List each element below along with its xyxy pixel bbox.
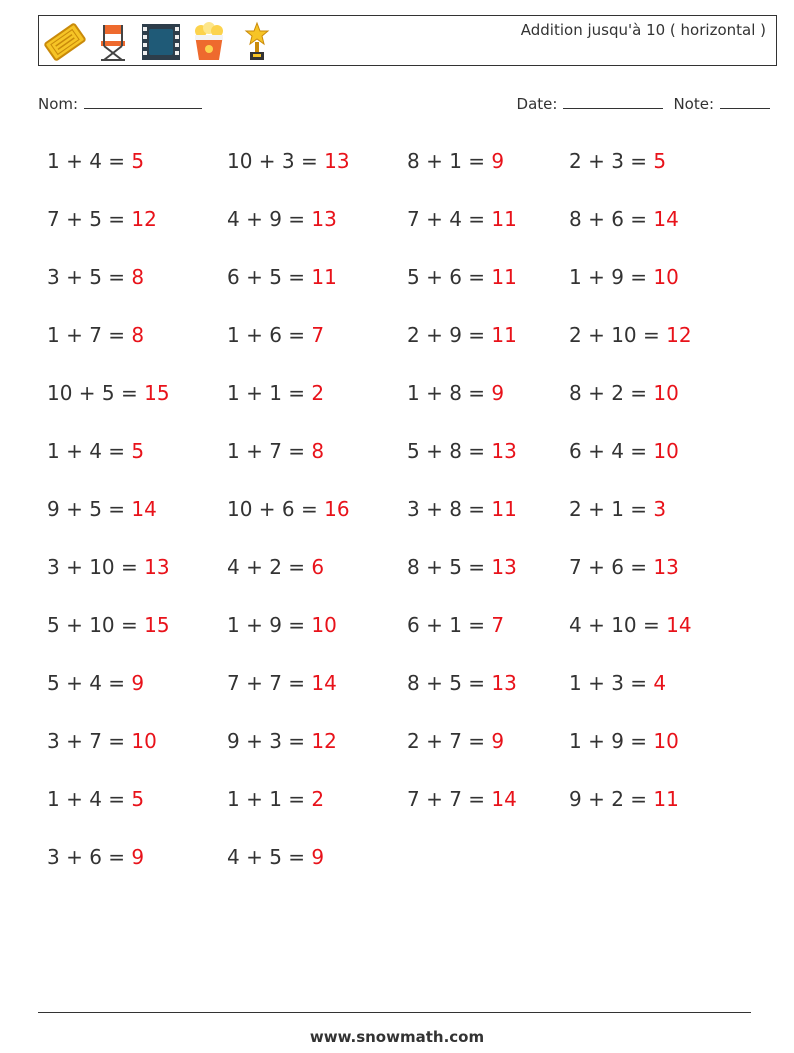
date-label: Date: xyxy=(516,95,558,113)
problem-item xyxy=(47,319,227,377)
problem-answer: 13 xyxy=(491,439,517,463)
problem-item xyxy=(569,435,767,493)
problem-expression: 5 + 6 = xyxy=(407,265,492,289)
problem-item xyxy=(227,319,407,377)
problem-expression: 1 + 7 = xyxy=(47,323,132,347)
problem-item xyxy=(569,609,767,667)
problem-item xyxy=(47,841,227,899)
problem-answer: 13 xyxy=(311,207,337,231)
problem-answer: 14 xyxy=(311,671,337,695)
problem-item xyxy=(47,261,227,319)
problem-expression: 1 + 1 = xyxy=(227,787,312,811)
footer-divider xyxy=(38,1012,751,1013)
problem-answer: 14 xyxy=(491,787,517,811)
problem-item xyxy=(407,609,569,667)
problem-answer: 10 xyxy=(653,265,679,289)
problem-item xyxy=(407,145,569,203)
note-label: Note: xyxy=(673,95,714,113)
problem-item xyxy=(407,377,569,435)
problem-answer: 11 xyxy=(491,323,517,347)
problem-expression: 3 + 7 = xyxy=(47,729,132,753)
problem-expression: 4 + 2 = xyxy=(227,555,312,579)
problem-expression: 6 + 5 = xyxy=(227,265,312,289)
problem-answer: 9 xyxy=(491,149,505,173)
problem-item xyxy=(47,725,227,783)
problem-answer: 11 xyxy=(491,265,517,289)
problem-expression: 4 + 5 = xyxy=(227,845,312,869)
problem-item xyxy=(569,145,767,203)
date-note-fields xyxy=(517,94,770,113)
problem-item xyxy=(47,667,227,725)
problem-answer: 13 xyxy=(144,555,170,579)
problem-item xyxy=(407,493,569,551)
problem-expression: 1 + 4 = xyxy=(47,149,132,173)
problem-answer: 7 xyxy=(491,613,505,637)
name-blank-line[interactable] xyxy=(84,94,202,109)
problem-item xyxy=(227,377,407,435)
problem-expression: 9 + 2 = xyxy=(569,787,654,811)
problem-answer: 9 xyxy=(491,381,505,405)
popcorn-icon xyxy=(187,20,231,64)
problem-item xyxy=(227,841,407,899)
problem-expression: 1 + 8 = xyxy=(407,381,492,405)
problem-answer: 4 xyxy=(653,671,667,695)
problem-item xyxy=(569,667,767,725)
problem-expression: 1 + 4 = xyxy=(47,787,132,811)
problem-answer: 14 xyxy=(131,497,157,521)
worksheet-header xyxy=(38,15,777,66)
problem-item xyxy=(569,203,767,261)
problem-item xyxy=(569,319,767,377)
problem-item xyxy=(227,667,407,725)
problem-answer: 11 xyxy=(491,207,517,231)
problem-item xyxy=(407,261,569,319)
problem-answer: 12 xyxy=(131,207,157,231)
problem-answer: 9 xyxy=(311,845,325,869)
problem-item xyxy=(227,609,407,667)
problem-item xyxy=(47,783,227,841)
problem-expression: 1 + 1 = xyxy=(227,381,312,405)
problem-item xyxy=(407,203,569,261)
problem-expression: 5 + 10 = xyxy=(47,613,145,637)
problem-expression: 1 + 7 = xyxy=(227,439,312,463)
problem-item xyxy=(407,551,569,609)
problem-answer: 10 xyxy=(131,729,157,753)
problem-expression: 7 + 6 = xyxy=(569,555,654,579)
problem-answer: 8 xyxy=(131,323,145,347)
problem-item xyxy=(407,319,569,377)
problem-answer: 3 xyxy=(653,497,667,521)
problem-item xyxy=(569,551,767,609)
cinema-ticket-icon xyxy=(43,20,87,64)
problem-expression: 10 + 5 = xyxy=(47,381,145,405)
director-chair-icon xyxy=(91,20,135,64)
problem-expression: 4 + 9 = xyxy=(227,207,312,231)
problem-answer: 10 xyxy=(653,439,679,463)
note-blank-line[interactable] xyxy=(720,94,770,109)
problem-expression: 5 + 4 = xyxy=(47,671,132,695)
problem-answer: 8 xyxy=(311,439,325,463)
problem-answer: 6 xyxy=(311,555,325,579)
problem-item xyxy=(47,203,227,261)
problem-item xyxy=(47,377,227,435)
problem-expression: 1 + 4 = xyxy=(47,439,132,463)
problem-answer: 11 xyxy=(653,787,679,811)
problem-answer: 14 xyxy=(666,613,692,637)
problem-answer: 5 xyxy=(653,149,667,173)
problem-answer: 13 xyxy=(324,149,350,173)
problem-item xyxy=(47,435,227,493)
problem-answer: 11 xyxy=(311,265,337,289)
problem-expression: 10 + 6 = xyxy=(227,497,325,521)
problem-expression: 3 + 5 = xyxy=(47,265,132,289)
problem-answer: 14 xyxy=(653,207,679,231)
problem-answer: 11 xyxy=(491,497,517,521)
problem-expression: 3 + 6 = xyxy=(47,845,132,869)
problem-expression: 3 + 8 = xyxy=(407,497,492,521)
problem-item xyxy=(227,493,407,551)
problem-item xyxy=(47,609,227,667)
problem-answer: 15 xyxy=(144,381,170,405)
problem-expression: 1 + 9 = xyxy=(569,265,654,289)
name-label: Nom: xyxy=(38,95,79,113)
problem-answer: 10 xyxy=(311,613,337,637)
problem-item xyxy=(227,203,407,261)
problem-expression: 9 + 5 = xyxy=(47,497,132,521)
problem-expression: 8 + 1 = xyxy=(407,149,492,173)
problem-expression: 8 + 6 = xyxy=(569,207,654,231)
problem-item xyxy=(47,145,227,203)
header-icons xyxy=(43,20,279,64)
problem-answer: 9 xyxy=(131,845,145,869)
problem-item xyxy=(569,783,767,841)
problem-expression: 2 + 10 = xyxy=(569,323,667,347)
problem-item xyxy=(227,261,407,319)
date-blank-line[interactable] xyxy=(563,94,663,109)
problem-answer: 13 xyxy=(653,555,679,579)
problem-item xyxy=(227,551,407,609)
problem-answer: 7 xyxy=(311,323,325,347)
problem-answer: 15 xyxy=(144,613,170,637)
problem-expression: 2 + 9 = xyxy=(407,323,492,347)
problem-expression: 1 + 6 = xyxy=(227,323,312,347)
problem-expression: 10 + 3 = xyxy=(227,149,325,173)
problem-item xyxy=(569,493,767,551)
problem-grid xyxy=(47,145,767,899)
problem-expression: 7 + 5 = xyxy=(47,207,132,231)
problem-answer: 13 xyxy=(491,555,517,579)
problem-item xyxy=(569,261,767,319)
problem-expression: 8 + 2 = xyxy=(569,381,654,405)
problem-answer: 5 xyxy=(131,149,145,173)
problem-answer: 2 xyxy=(311,381,325,405)
problem-item xyxy=(407,667,569,725)
problem-item xyxy=(227,145,407,203)
problem-answer: 13 xyxy=(491,671,517,695)
problem-item xyxy=(227,783,407,841)
problem-item xyxy=(47,493,227,551)
problem-expression: 6 + 1 = xyxy=(407,613,492,637)
problem-expression: 2 + 7 = xyxy=(407,729,492,753)
problem-answer: 2 xyxy=(311,787,325,811)
problem-answer: 10 xyxy=(653,729,679,753)
problem-expression: 3 + 10 = xyxy=(47,555,145,579)
problem-item xyxy=(407,783,569,841)
problem-item xyxy=(569,725,767,783)
problem-expression: 7 + 4 = xyxy=(407,207,492,231)
worksheet-title: Addition jusqu'à 10 ( horizontal ) xyxy=(520,21,766,39)
problem-item xyxy=(47,551,227,609)
name-field xyxy=(38,94,202,113)
problem-expression: 2 + 1 = xyxy=(569,497,654,521)
problem-item xyxy=(569,377,767,435)
problem-item xyxy=(227,725,407,783)
problem-expression: 1 + 9 = xyxy=(227,613,312,637)
problem-answer: 5 xyxy=(131,439,145,463)
problem-answer: 9 xyxy=(491,729,505,753)
problem-expression: 8 + 5 = xyxy=(407,671,492,695)
problem-expression: 9 + 3 = xyxy=(227,729,312,753)
problem-expression: 7 + 7 = xyxy=(227,671,312,695)
problem-answer: 8 xyxy=(131,265,145,289)
problem-answer: 10 xyxy=(653,381,679,405)
problem-answer: 9 xyxy=(131,671,145,695)
problem-expression: 8 + 5 = xyxy=(407,555,492,579)
problem-answer: 12 xyxy=(311,729,337,753)
problem-item xyxy=(227,435,407,493)
problem-expression: 1 + 3 = xyxy=(569,671,654,695)
problem-answer: 12 xyxy=(666,323,692,347)
problem-answer: 16 xyxy=(324,497,350,521)
problem-expression: 2 + 3 = xyxy=(569,149,654,173)
problem-expression: 5 + 8 = xyxy=(407,439,492,463)
problem-item xyxy=(407,435,569,493)
problem-expression: 1 + 9 = xyxy=(569,729,654,753)
problem-expression: 4 + 10 = xyxy=(569,613,667,637)
footer-url: www.snowmath.com xyxy=(309,1028,485,1046)
film-frame-icon xyxy=(139,20,183,64)
award-trophy-icon xyxy=(235,20,279,64)
problem-expression: 6 + 4 = xyxy=(569,439,654,463)
problem-expression: 7 + 7 = xyxy=(407,787,492,811)
problem-item xyxy=(407,725,569,783)
problem-answer: 5 xyxy=(131,787,145,811)
